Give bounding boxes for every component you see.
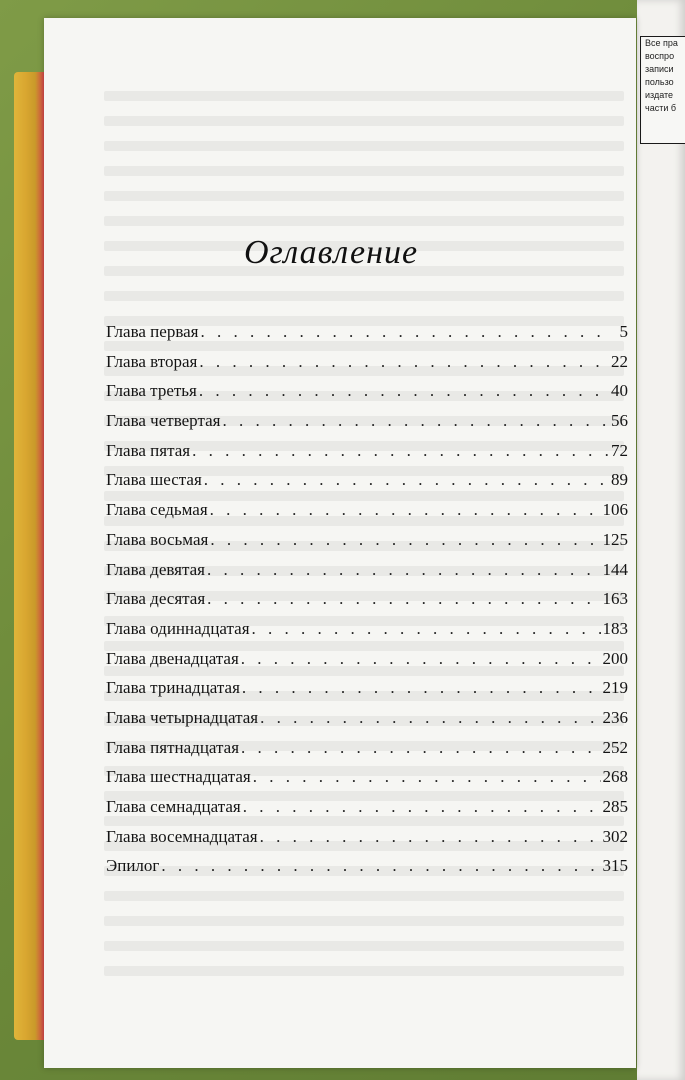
page-number: 200	[602, 648, 628, 668]
copyright-line: части б	[645, 103, 676, 113]
dot-leader	[207, 560, 601, 580]
dot-leader	[241, 738, 600, 758]
toc-entry	[106, 619, 628, 649]
copyright-line: воспро	[645, 51, 675, 61]
toc-entry	[106, 411, 628, 441]
chapter-title: Глава десятая	[106, 589, 206, 609]
toc-entry	[106, 500, 628, 530]
dot-leader	[252, 619, 601, 639]
dot-leader	[199, 381, 608, 401]
toc-entry	[106, 649, 628, 679]
dot-leader	[199, 352, 608, 372]
toc-title: Оглавление	[244, 234, 419, 271]
chapter-title: Глава восемнадцатая	[106, 826, 258, 846]
chapter-title: Глава пятая	[106, 440, 191, 460]
toc-entry	[106, 678, 628, 708]
chapter-title: Глава четвертая	[106, 411, 221, 431]
toc-entry	[106, 381, 628, 411]
toc-entry	[106, 441, 628, 471]
table-of-contents	[106, 322, 628, 886]
page-number: 252	[602, 737, 628, 757]
page-number: 5	[619, 322, 628, 341]
dot-leader	[161, 856, 600, 876]
dot-leader	[210, 500, 601, 520]
dot-leader	[207, 589, 600, 609]
toc-entry	[106, 827, 628, 857]
chapter-title: Глава одиннадцатая	[106, 618, 250, 638]
chapter-title: Глава шестая	[106, 470, 202, 490]
chapter-title: Глава девятая	[106, 559, 205, 579]
page-number: 302	[602, 826, 628, 846]
copyright-line: издате	[645, 90, 674, 100]
page-number: 106	[602, 500, 628, 520]
page-number: 72	[611, 440, 628, 460]
page-number: 183	[602, 618, 628, 638]
copyright-notice-fragment	[640, 36, 685, 144]
toc-entry	[106, 797, 628, 827]
copyright-line: записи	[645, 64, 674, 74]
chapter-title: Глава пятнадцатая	[106, 737, 240, 757]
toc-entry	[106, 322, 628, 352]
page-number: 144	[602, 559, 628, 579]
chapter-title: Глава вторая	[106, 351, 198, 371]
copyright-line: пользо	[645, 77, 674, 87]
chapter-title: Эпилог	[106, 856, 160, 876]
toc-entry	[106, 589, 628, 619]
toc-entry	[106, 738, 628, 768]
page-number: 89	[611, 470, 628, 490]
page-number: 236	[602, 707, 628, 727]
dot-leader	[192, 441, 608, 461]
dot-leader	[242, 678, 601, 698]
page-number: 315	[602, 856, 628, 876]
chapter-title: Глава шестнадцатая	[106, 767, 251, 787]
chapter-title: Глава восьмая	[106, 529, 209, 549]
dot-leader	[241, 649, 601, 669]
page-number: 125	[602, 529, 628, 549]
dot-leader	[260, 708, 600, 728]
facing-page-edge	[637, 0, 685, 1080]
toc-entry	[106, 856, 628, 886]
dot-leader	[260, 827, 601, 847]
dot-leader	[243, 797, 601, 817]
toc-entry	[106, 708, 628, 738]
page-number: 219	[602, 678, 628, 698]
chapter-title: Глава тринадцатая	[106, 678, 240, 698]
page-number: 163	[602, 589, 628, 609]
dot-leader	[204, 470, 608, 490]
dot-leader	[253, 767, 601, 787]
chapter-title: Глава седьмая	[106, 500, 208, 520]
page-number: 285	[602, 797, 628, 816]
toc-entry	[106, 352, 628, 382]
toc-entry	[106, 470, 628, 500]
chapter-title: Глава первая	[106, 322, 199, 341]
toc-entry	[106, 560, 628, 590]
chapter-title: Глава двенадцатая	[106, 648, 239, 668]
chapter-title: Глава третья	[106, 381, 197, 401]
dot-leader	[210, 530, 600, 550]
page-number: 56	[611, 411, 628, 431]
dot-leader	[201, 322, 609, 342]
copyright-line: Все пра	[645, 38, 678, 48]
dot-leader	[222, 411, 608, 431]
chapter-title: Глава семнадцатая	[106, 797, 241, 816]
page-number: 40	[611, 381, 628, 401]
page-number: 268	[602, 767, 628, 787]
toc-entry	[106, 530, 628, 560]
page-number: 22	[611, 351, 628, 371]
book-cover-edge	[14, 72, 44, 1040]
chapter-title: Глава четырнадцатая	[106, 707, 259, 727]
toc-entry	[106, 767, 628, 797]
